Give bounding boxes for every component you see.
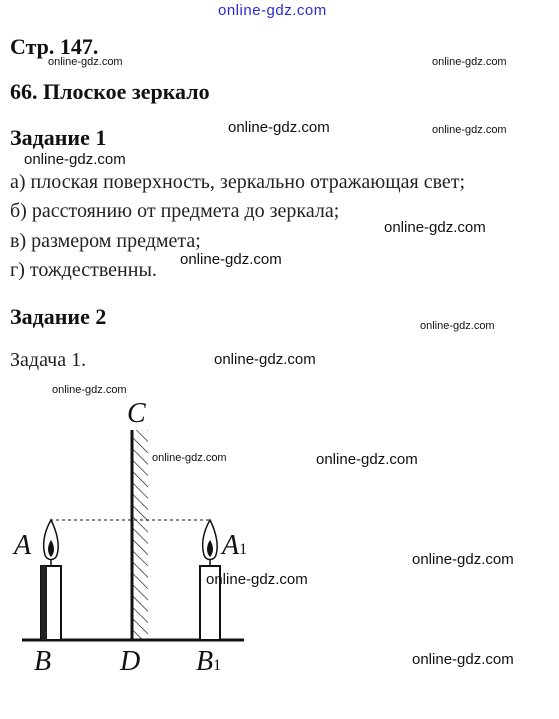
watermark: online-gdz.com bbox=[152, 452, 227, 464]
watermark: online-gdz.com bbox=[228, 119, 330, 136]
watermark: online-gdz.com bbox=[412, 651, 514, 668]
task1-heading: Задание 1 bbox=[10, 125, 107, 150]
section-title: 66. Плоское зеркало bbox=[10, 79, 210, 104]
label-b: B bbox=[34, 646, 52, 677]
label-b1: B1 bbox=[196, 646, 222, 677]
watermark: online-gdz.com bbox=[214, 351, 316, 368]
watermark: online-gdz.com bbox=[316, 451, 418, 468]
watermark: online-gdz.com bbox=[180, 251, 282, 268]
watermark: online-gdz.com bbox=[412, 551, 514, 568]
watermark: online-gdz.com bbox=[384, 219, 486, 236]
label-d: D bbox=[120, 646, 141, 677]
watermark: online-gdz.com bbox=[432, 124, 507, 136]
candle-object bbox=[41, 520, 61, 640]
task1-line-b: б) расстоянию от предмета до зеркала; bbox=[10, 200, 340, 222]
task1-line-a: а) плоская поверхность, зеркально отражающая свет; bbox=[10, 171, 466, 193]
watermark: online-gdz.com bbox=[432, 56, 507, 68]
watermark: online-gdz.com bbox=[206, 571, 308, 588]
mirror-hatching bbox=[132, 430, 148, 640]
watermark: online-gdz.com bbox=[24, 151, 126, 168]
label-a: A bbox=[14, 530, 32, 561]
watermark: online-gdz.com bbox=[420, 320, 495, 332]
label-c: C bbox=[127, 398, 146, 429]
watermark: online-gdz.com bbox=[52, 384, 127, 396]
page-reference: Стр. 147. bbox=[10, 34, 99, 59]
task1-line-c: в) размером предмета; bbox=[10, 230, 201, 252]
task2-heading: Задание 2 bbox=[10, 304, 107, 329]
watermark-top: online-gdz.com bbox=[218, 2, 327, 19]
task2-problem-label: Задача 1. bbox=[10, 349, 87, 371]
watermark: online-gdz.com bbox=[48, 56, 123, 68]
task1-line-d: г) тождественны. bbox=[10, 259, 157, 281]
label-a1: A1 bbox=[222, 530, 248, 561]
